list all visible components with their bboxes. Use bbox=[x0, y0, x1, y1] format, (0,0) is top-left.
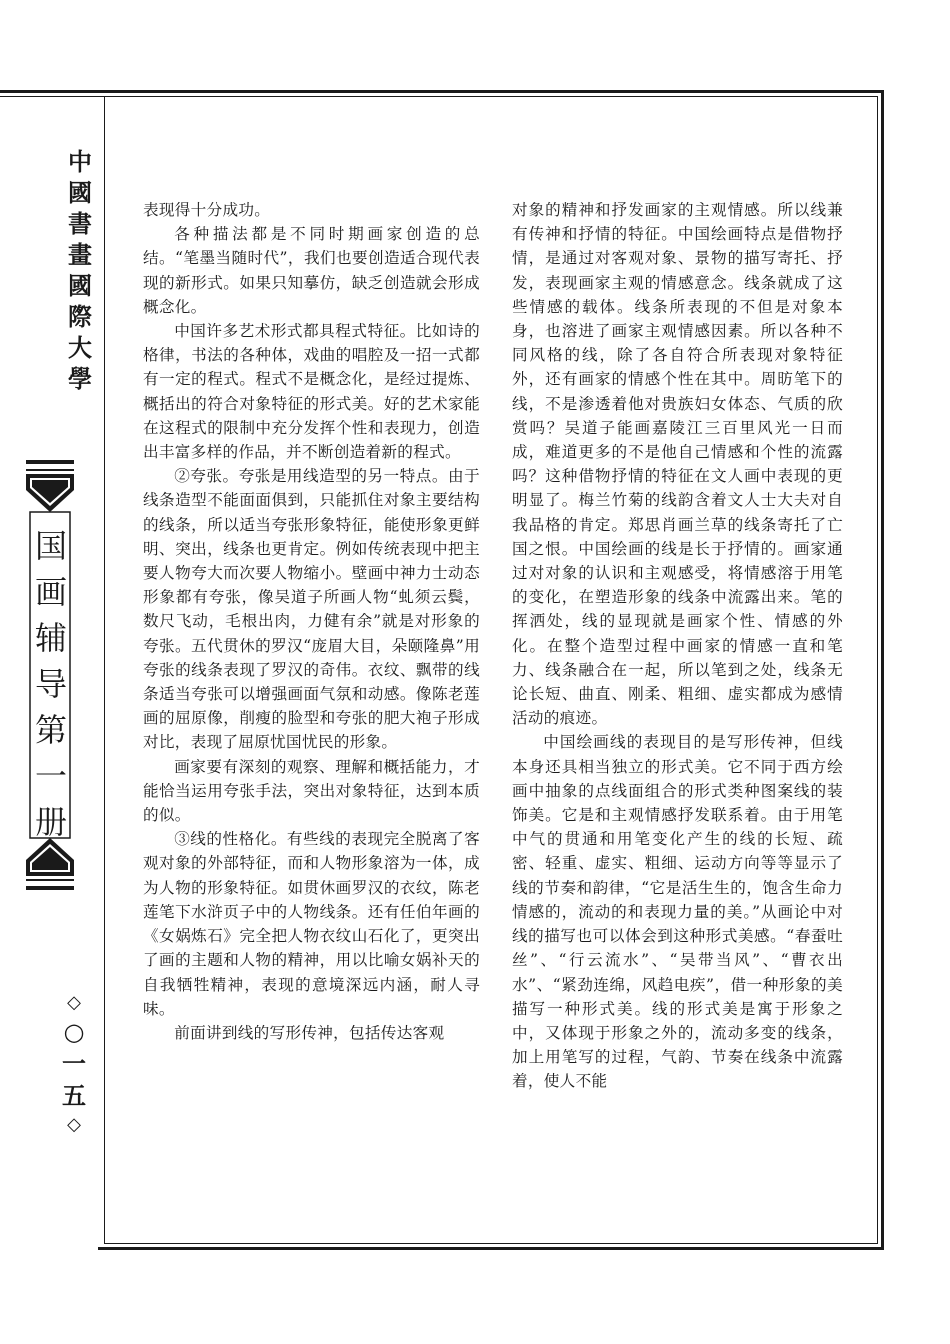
paragraph: 画家要有深刻的观察、理解和概括能力，才能恰当运用夸张手法，突出对象特征，达到本质的似。 bbox=[143, 757, 480, 825]
series-char: 一 bbox=[34, 757, 67, 795]
paragraph: 表现得十分成功。 bbox=[143, 201, 271, 219]
university-char: 大 bbox=[68, 333, 92, 362]
university-char: 國 bbox=[68, 271, 92, 300]
frame-top-rule-thin bbox=[0, 96, 104, 97]
series-char: 辅 bbox=[34, 619, 67, 657]
left-text-column bbox=[143, 198, 480, 1045]
right-text-column bbox=[512, 198, 843, 1094]
paragraph: 各种描法都是不同时期画家创造的总结。“笔墨当随时代”，我们也要创造适合现代表现的新形式。如果只知摹仿，缺乏创造就会形成概念化。 bbox=[143, 225, 480, 316]
university-char: 國 bbox=[68, 178, 92, 207]
university-char: 畫 bbox=[68, 240, 92, 269]
paragraph: 对象的精神和抒发画家的主观情感。所以线兼有传神和抒情的特征。中国绘画特点是借物抒情，是通过对客观对象、景物的描写寄托、抒发，表现画家主观的情感意念。线条就成了这些情感的载体。线条所表现的不但是对象本身，也溶进了画家主观情感因素。所以各种不同风格的线，除了各自符合所表现对象特征外，还有画家的情感个性在其中。周昉笔下的线，不是渗透着他对贵族妇女体态、气质的欣赏吗？吴道子能画嘉陵江三百里风光一日而成，难道更多的不是他自己情感和个性的流露吗？这种借物抒情的特征在文人画中表现的更明显了。梅兰竹菊的线韵含着文人士大夫对自我品格的肯定。郑思肖画兰草的线条寄托了亡国之恨。中国绘画的线是长于抒情的。画家通过对对象的认识和主观感受，将情感溶于用笔的变化，在塑造形象的线条中流露出来。笔的挥洒处，线的显现就是画家个性、情感的外化。在整个造型过程中画家的情感一直和笔力、线条融合在一起，所以笔到之处，线条无论长短、曲直、刚柔、粗细、虚实都成为感情活动的痕迹。 bbox=[512, 201, 843, 728]
university-char: 學 bbox=[68, 364, 92, 393]
paragraph: 中国许多艺术形式都具程式特征。比如诗的格律，书法的各种体，戏曲的唱腔及一招一式都有一定的程式。程式不是概念化，是经过提炼、概括出的符合对象特征的形式美。好的艺术家能在这程式的限制中充分发挥个性和表现力，创造出丰富多样的作品，并不断创造着新的程式。 bbox=[143, 322, 480, 462]
page-frame-left-rule bbox=[104, 96, 105, 1244]
paragraph: 中国绘画线的表现目的是写形传神，但线本身还具相当独立的形式美。它不同于西方绘画中抽象的点线面组合的形式类种图案线的装饰美。它是和主观情感抒发联系着。由于用笔中气的贯通和用笔变化产生的线的长短、疏密、轻重、虚实、粗细、运动方向等等显示了线的节奏和韵律，“它是活生生的，饱含生命力情感的，流动的和表现力量的美。”从画论中对线的描写也可以体会到这种形式美感。“春蚕吐丝”、“行云流水”、“吴带当风”、“曹衣出水”、“紧劲连绵，风趋电疾”，借一种形象的美描写一种形式美。线的形式美是寓于形象之中，又体现于形象之外的，流动多变的线条，加上用笔写的过程，气韵、节奏在线条中流露着，使人不能 bbox=[512, 733, 843, 1091]
diamond-marker-icon: ◇ bbox=[67, 992, 81, 1013]
series-char: 第 bbox=[34, 711, 67, 749]
series-char: 国 bbox=[34, 527, 67, 565]
university-char: 中 bbox=[68, 147, 92, 176]
paragraph: ②夸张。夸张是用线造型的另一特点。由于线条造型不能面面俱到，只能抓住对象主要结构的线条，所以适当夸张形象特征，能使形象更鲜明、突出，线条也更肯定。例如传统表现中把主要人物夸大而次要人物缩小。壁画中神力士动态形象都有夸张，像吴道子所画人物“虬须云鬓，数尺飞动，毛根出肉，力健有余”就是对形象的夸张。五代贯休的罗汉“庞眉大目，朵颐隆鼻”用夸张的线条表现了罗汉的奇伟。衣纹、飘带的线条适当夸张可以增强画面气氛和动感。像陈老莲画的屈原像，削瘦的脸型和夸张的肥大袍子形成对比，表现了屈原忧国忧民的形象。 bbox=[143, 467, 480, 752]
series-char: 画 bbox=[34, 573, 67, 611]
diamond-marker-icon: ◇ bbox=[67, 1114, 81, 1135]
paragraph: 前面讲到线的写形传神，包括传达客观 bbox=[174, 1023, 445, 1042]
page-number-char: 一 bbox=[62, 1049, 86, 1078]
page-number-char: 五 bbox=[62, 1081, 86, 1110]
paragraph: ③线的性格化。有些线的表现完全脱离了客观对象的外部特征，而和人物形象溶为一体，成为人物的形象特征。如贯休画罗汉的衣纹，陈老莲笔下水浒页子中的人物线条。还有任伯年画的《女娲炼石》完全把人物衣纹山石化了，更突出了画的主题和人物的精神，用以比喻女娲补天的自我牺牲精神，表现的意境深远内涵，耐人寻味。 bbox=[143, 830, 480, 1018]
series-char: 导 bbox=[34, 665, 67, 703]
series-char: 册 bbox=[34, 803, 67, 841]
page-number-char: ○ bbox=[63, 1017, 85, 1046]
page-number bbox=[60, 990, 88, 1138]
university-char: 書 bbox=[68, 209, 92, 238]
frame-top-rule-thick bbox=[0, 90, 101, 93]
series-title bbox=[28, 527, 74, 852]
university-name bbox=[60, 147, 100, 398]
university-char: 際 bbox=[68, 302, 92, 331]
